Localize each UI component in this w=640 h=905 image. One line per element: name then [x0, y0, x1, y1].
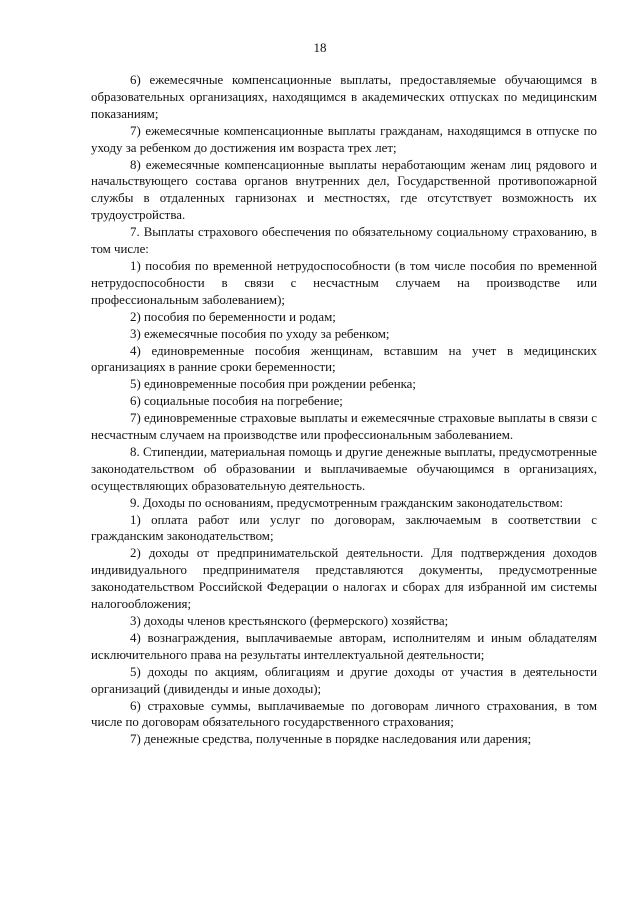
list-item-funeral-benefits: 6) социальные пособия на погребение;: [130, 394, 343, 409]
list-item-farm-household-income: 3) доходы членов крестьянского (фермерского) хозяйства;: [130, 614, 449, 628]
list-item-early-pregnancy-registration-benefits: 4) единовременные пособия женщинам, вставшим на учет в медицинских организациях в ранние сроки беременности;: [91, 343, 597, 375]
document-body: [91, 72, 597, 748]
paragraph-7-childcare-leave-payments: 7) ежемесячные компенсационные выплаты гражданам, находящимся в отпуске по уходу за ребенком до достижения им возраста трех лет;: [91, 123, 597, 155]
list-item-inheritance-or-gift-funds: 7) денежные средства, полученные в порядке наследования или дарения;: [130, 732, 532, 747]
list-item-maternity-benefits: 2) пособия по беременности и родам;: [130, 309, 336, 324]
list-item-workplace-accident-payments: 7) единовременные страховые выплаты и ежемесячные страховые выплаты в связи с несчастным случаем на производстве или профессиональным заболеванием.: [91, 411, 597, 443]
list-item-intellectual-property-remuneration: 4) вознаграждения, выплачиваемые авторам, исполнителям и иным обладателям исключительного права на результаты интеллектуальной деятельности;: [91, 630, 597, 662]
list-item-contract-work-payments: 1) оплата работ или услуг по договорам, заключаемым в соответствии с гражданским законодательством;: [91, 512, 597, 544]
page-number: 18: [313, 40, 327, 55]
section-9-civil-law-income-heading: 9. Доходы по основаниям, предусмотренным гражданским законодательством:: [130, 495, 564, 510]
list-item-entrepreneurial-income: 2) доходы от предпринимательской деятельности. Для подтверждения доходов индивидуального предпринимателя представляются документы, предусмотренные законодательством Российской Федерации о налогах и сборах для избранной им системы налогообложения;: [91, 546, 597, 612]
paragraph-8-spouse-compensation-payments: 8) ежемесячные компенсационные выплаты неработающим женам лиц рядового и начальствующего состава органов внутренних дел, Государственной противопожарной службы в отдаленных гарнизонах и местностях, где отсутствует возможность их трудоустройства.: [91, 157, 597, 223]
list-item-temporary-disability-benefits: 1) пособия по временной нетрудоспособности (в том числе пособия по временной нетрудоспособности в связи с несчастным случаем на производстве или профессиональным заболеванием);: [91, 258, 597, 307]
list-item-monthly-childcare-benefits: 3) ежемесячные пособия по уходу за ребенком;: [130, 326, 390, 341]
list-item-shares-and-bonds-income: 5) доходы по акциям, облигациям и другие доходы от участия в деятельности организаций (дивиденды и иные доходы);: [91, 664, 597, 696]
section-8-scholarships: 8. Стипендии, материальная помощь и другие денежные выплаты, предусмотренные законодательством об образовании и выплачиваемые обучающимся в организациях, осуществляющих образовательную деятельность.: [91, 444, 597, 493]
list-item-insurance-sums: 6) страховые суммы, выплачиваемые по договорам личного страхования, в том числе по договорам обязательного государственного страхования;: [91, 698, 597, 730]
list-item-childbirth-lump-sum: 5) единовременные пособия при рождении ребенка;: [130, 377, 416, 392]
paragraph-6-academic-leave-payments: 6) ежемесячные компенсационные выплаты, предоставляемые обучающимся в образовательных организациях, находящимся в академических отпусках по медицинским показаниям;: [91, 73, 597, 121]
section-7-social-insurance-heading: 7. Выплаты страхового обеспечения по обязательному социальному страхованию, в том числе:: [91, 225, 597, 257]
